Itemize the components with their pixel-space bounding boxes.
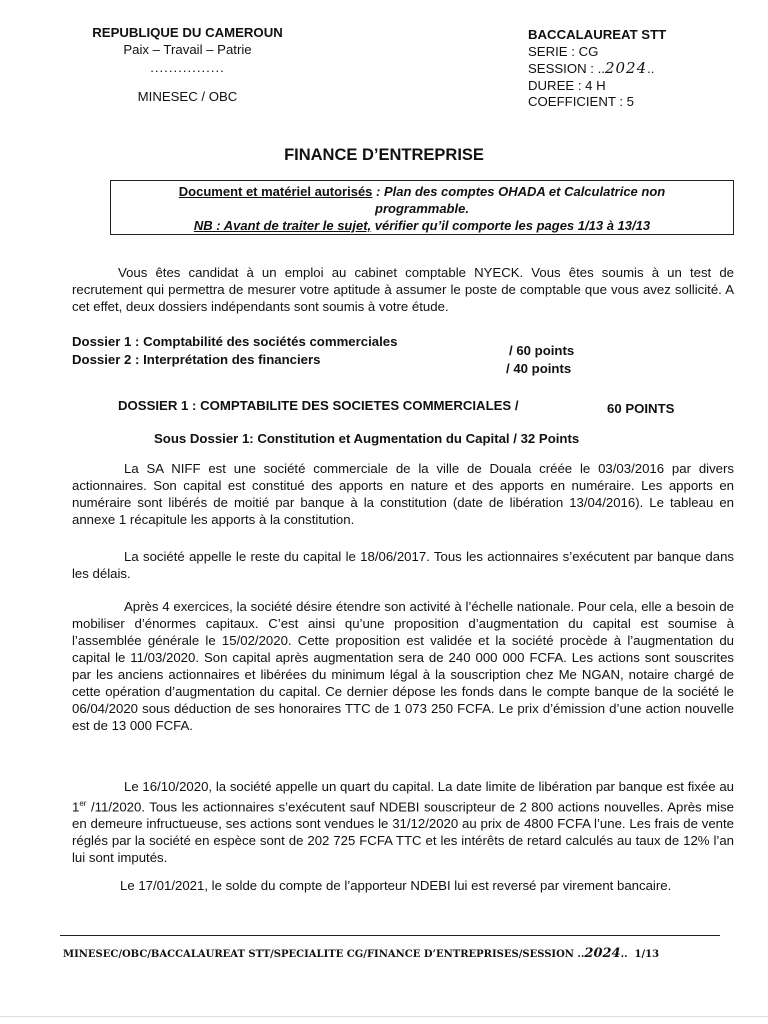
dossier-1-label: Dossier 1 : Comptabilité des sociétés commerciales: [72, 334, 398, 349]
country-name: REPUBLIQUE DU CAMEROUN: [92, 25, 283, 40]
dossier-1-points: / 60 points: [509, 343, 575, 358]
session-value: 2024: [604, 59, 648, 77]
dossier-1-heading: DOSSIER 1 : COMPTABILITE DES SOCIETES COMMERCIALES /: [118, 398, 519, 413]
paragraph-4: [72, 778, 734, 866]
authorized-documents-label: Document et matériel autorisés: [178, 184, 373, 199]
footer-session-value: 2024: [584, 946, 621, 961]
footer-divider: [60, 935, 720, 936]
page-title: FINANCE D’ENTREPRISE: [284, 146, 484, 164]
exam-serie: SERIE : CG: [528, 43, 599, 59]
nb-label: NB : Avant de traiter le sujet,: [193, 218, 372, 233]
intro-paragraph: Vous êtes candidat à un emploi au cabinet comptable NYECK. Vous êtes soumis à un test de recrutement qui permettra de mesurer votre aptitude à assumer le poste de comptable que vous avez sollicité. A cet effet, deux dossiers indépendants sont soumis à votre étude.: [72, 265, 734, 314]
paragraph-4-sup: er: [79, 799, 87, 808]
paragraph-4-b: /11/2020. Tous les actionnaires s’exécutent sauf NDEBI souscripteur de 2 800 actions nouvelles. Après mise en demeure infructueuse, ses actions sont vendues le 31/12/2020 au prix de 4800 FCFA l’une. Les frais de vente réglés par la société en espèce sont de 202 725 FCFA TTC et les intérêts de retard calculés au taux de 12% l’an lui sont imputés.: [72, 799, 734, 866]
header-left: [70, 24, 305, 105]
paragraph-2: La société appelle le reste du capital le 18/06/2017. Tous les actionnaires s’exécutent par banque dans les délais.: [72, 549, 734, 581]
header-right: [528, 27, 666, 111]
page-footer: [63, 946, 723, 961]
session-label: SESSION : ..: [528, 61, 605, 76]
nb-text: vérifier qu’il comporte les pages 1/13 à 13/13: [371, 218, 651, 233]
page-number: 1/13: [634, 949, 660, 960]
exam-name: BACCALAUREAT STT: [528, 27, 667, 42]
nb-line: [111, 217, 733, 234]
exam-duration: DUREE : 4 H: [528, 77, 606, 93]
authorized-documents-line: [111, 183, 733, 200]
exam-coefficient: COEFFICIENT : 5: [528, 94, 635, 109]
dossier-2-label: Dossier 2 : Interprétation des financiers: [72, 352, 321, 367]
authorized-documents-text-2: programmable.: [375, 201, 469, 216]
national-motto: Paix – Travail – Patrie: [123, 42, 252, 57]
instructions-box: [110, 180, 734, 235]
paragraph-3: Après 4 exercices, la société désire étendre son activité à l’échelle nationale. Pour cela, elle a besoin de mobiliser d’énormes capitaux. C’est ainsi qu’une proposition d’augmentation du capital est soumise à l’assemblée générale le 15/02/2020. Cette proposition est validée et la société procède à l’augmentation du capital le 11/03/2020. Son capital après augmentation sera de 240 000 000 FCFA. Les actions sont souscrites par les anciens actionnaires et libérées du minimum légal à la souscription chez Me NGAN, notaire chargé de cette opération d’augmentation du capital. Ce dernier dépose les fonds dans le compte banque de la société le 06/04/2020 sous déduction de ses honoraires TTC de 1 073 250 FCFA. Le prix d’émission d’une action nouvelle est de 13 000 FCFA.: [72, 599, 734, 733]
footer-dots: ..: [620, 949, 628, 960]
dossier-2-points: / 40 points: [506, 361, 572, 376]
sous-dossier-heading: Sous Dossier 1: Constitution et Augmentation du Capital / 32 Points: [154, 431, 580, 446]
authorized-documents-text: : Plan des comptes OHADA et Calculatrice non: [372, 184, 666, 199]
paragraph-4-a: Le 16/10/2020, la société appelle un quart du capital. La date limite de libération par banque est fixée au 1: [72, 779, 734, 815]
dossier-1-heading-points: 60 POINTS: [607, 401, 675, 416]
paragraph-5: Le 17/01/2021, le solde du compte de l’apporteur NDEBI lui est reversé par virement bancaire.: [120, 878, 672, 893]
ministry-name: MINESEC / OBC: [137, 89, 238, 104]
footer-text: MINESEC/OBC/BACCALAUREAT STT/SPECIALITE CG/FINANCE D’ENTREPRISES/SESSION ..: [63, 949, 585, 960]
motto-dots: ................: [150, 60, 225, 75]
exam-session: [528, 60, 666, 78]
paragraph-1: La SA NIFF est une société commerciale de la ville de Douala créée le 03/03/2016 par divers actionnaires. Son capital est constitué des apports en nature et des apports en numéraire. Les apports en numéraire sont libérés de moitié par banque à la constitution (date de libération 13/04/2016). Le tableau en annexe 1 récapitule les apports à la constitution.: [72, 461, 734, 527]
session-dots: ..: [647, 61, 655, 76]
bottom-rule: [0, 1016, 768, 1017]
